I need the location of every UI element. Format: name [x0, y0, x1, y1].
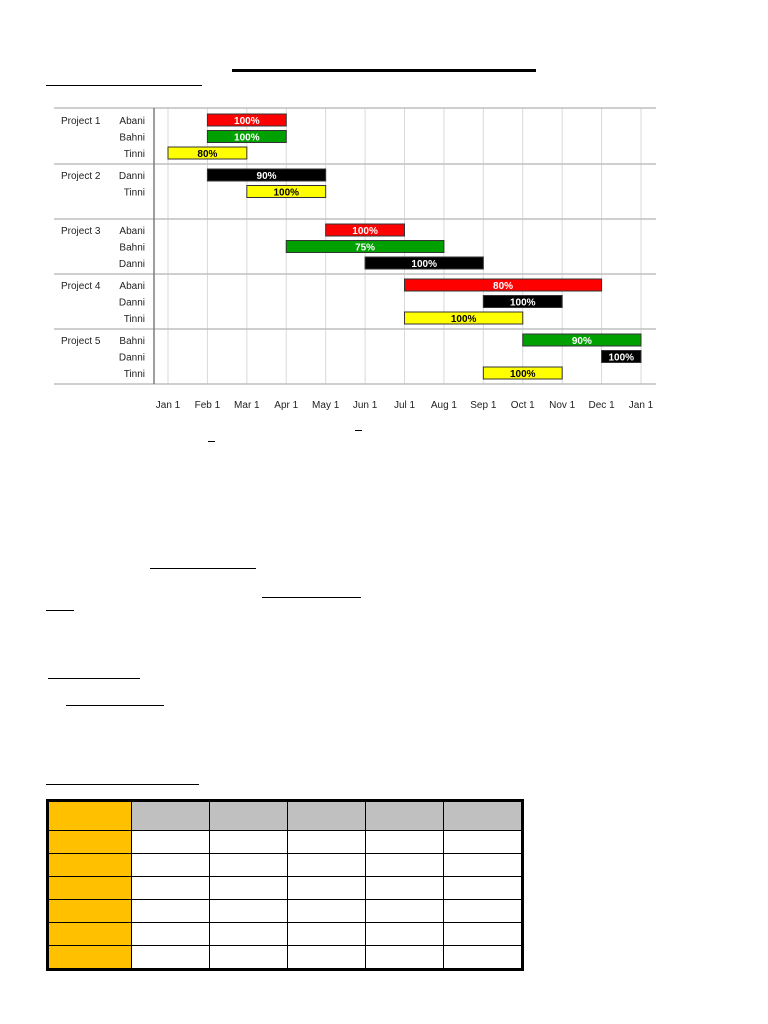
underline-2 [150, 568, 256, 569]
table-cell [210, 946, 288, 970]
bar-label: 100% [234, 132, 260, 144]
table-cell [210, 831, 288, 854]
table-cell [444, 831, 523, 854]
x-tick-label: Aug 1 [430, 400, 457, 411]
x-tick-label: Jan 1 [628, 400, 654, 411]
table-row [48, 831, 523, 854]
table-header-cell [210, 801, 288, 831]
table-cell [288, 854, 366, 877]
table-row [48, 877, 523, 900]
bar-label: 100% [509, 369, 536, 380]
underline-5 [48, 678, 140, 679]
resource-label: Abani [119, 281, 145, 292]
table-header-cell [132, 801, 210, 831]
table-cell [288, 946, 366, 970]
table-header-row [48, 801, 523, 831]
table-header-cell [366, 801, 444, 831]
table-cell [366, 923, 444, 946]
x-tick-label: Sep 1 [470, 400, 497, 411]
resource-label: Bahni [119, 336, 145, 347]
underline-3 [262, 597, 361, 598]
row-header-cell [48, 900, 132, 923]
table-cell [132, 877, 210, 900]
table-header-cell [444, 801, 523, 831]
table-cell [366, 831, 444, 854]
x-tick-label: Jul 1 [393, 400, 416, 411]
table-corner-cell [48, 801, 132, 831]
project-label: Project 4 [61, 281, 101, 292]
table-cell [366, 946, 444, 970]
resource-label: Danni [118, 297, 145, 309]
bar-label: 100% [352, 226, 378, 237]
project-label: Project 2 [61, 171, 101, 182]
x-tick-label: Apr 1 [274, 400, 299, 411]
bar-label: 100% [273, 187, 300, 199]
x-tick-label: Jan 1 [155, 400, 181, 411]
table-cell [132, 946, 210, 970]
resource-label: Tinni [123, 369, 145, 380]
row-header-cell [48, 854, 132, 877]
table-cell [132, 923, 210, 946]
row-header-cell [48, 923, 132, 946]
table-cell [444, 877, 523, 900]
table-cell [444, 854, 523, 877]
x-tick-label: Oct 1 [510, 400, 535, 411]
table-cell [132, 831, 210, 854]
table-cell [132, 900, 210, 923]
table-row [48, 946, 523, 970]
x-tick-label: Jun 1 [352, 400, 378, 411]
project-label: Project 3 [61, 226, 101, 237]
underline-6 [66, 705, 164, 706]
x-tick-label: May 1 [312, 400, 340, 411]
project-label: Project 5 [61, 336, 101, 347]
schedule-table [46, 799, 524, 971]
bar-label: 100% [450, 314, 477, 325]
project-label: Project 1 [61, 116, 101, 127]
row-header-cell [48, 877, 132, 900]
mark-2 [355, 430, 362, 431]
heading-underline-2 [46, 784, 199, 785]
table-row [48, 900, 523, 923]
bar-label: 90% [256, 171, 277, 182]
bar-label: 100% [608, 352, 635, 364]
table-cell [444, 923, 523, 946]
table-cell [210, 877, 288, 900]
bar-label: 100% [411, 259, 437, 270]
resource-label: Tinni [123, 314, 145, 325]
row-header-cell [48, 831, 132, 854]
table-cell [132, 854, 210, 877]
table-cell [288, 923, 366, 946]
x-tick-label: Mar 1 [234, 400, 260, 411]
resource-label: Danni [118, 171, 145, 182]
resource-label: Tinni [123, 187, 145, 199]
resource-label: Abani [119, 226, 145, 237]
table-row [48, 923, 523, 946]
bar-label: 90% [571, 336, 592, 347]
gantt-chart [0, 0, 768, 420]
resource-label: Abani [119, 116, 145, 127]
table-cell [444, 946, 523, 970]
table-cell [210, 900, 288, 923]
x-tick-label: Feb 1 [194, 400, 221, 411]
resource-label: Bahni [119, 242, 145, 254]
table-cell [366, 854, 444, 877]
resource-label: Bahni [119, 132, 145, 144]
row-header-cell [48, 946, 132, 970]
x-tick-label: Nov 1 [549, 400, 576, 411]
x-tick-label: Dec 1 [588, 400, 615, 411]
table-row [48, 854, 523, 877]
bar-label: 80% [493, 281, 514, 292]
table-cell [366, 877, 444, 900]
mark-1 [208, 441, 215, 442]
bar-label: 80% [197, 149, 218, 160]
table-cell [210, 923, 288, 946]
table-cell [288, 900, 366, 923]
table-cell [288, 831, 366, 854]
table-cell [366, 900, 444, 923]
resource-label: Danni [118, 259, 145, 270]
bar-label: 100% [234, 116, 260, 127]
table-cell [288, 877, 366, 900]
bar-label: 100% [509, 297, 536, 309]
bar-label: 75% [355, 242, 376, 254]
resource-label: Danni [118, 352, 145, 364]
underline-4 [46, 610, 74, 611]
table-cell [444, 900, 523, 923]
resource-label: Tinni [123, 149, 145, 160]
table-cell [210, 854, 288, 877]
table-header-cell [288, 801, 366, 831]
